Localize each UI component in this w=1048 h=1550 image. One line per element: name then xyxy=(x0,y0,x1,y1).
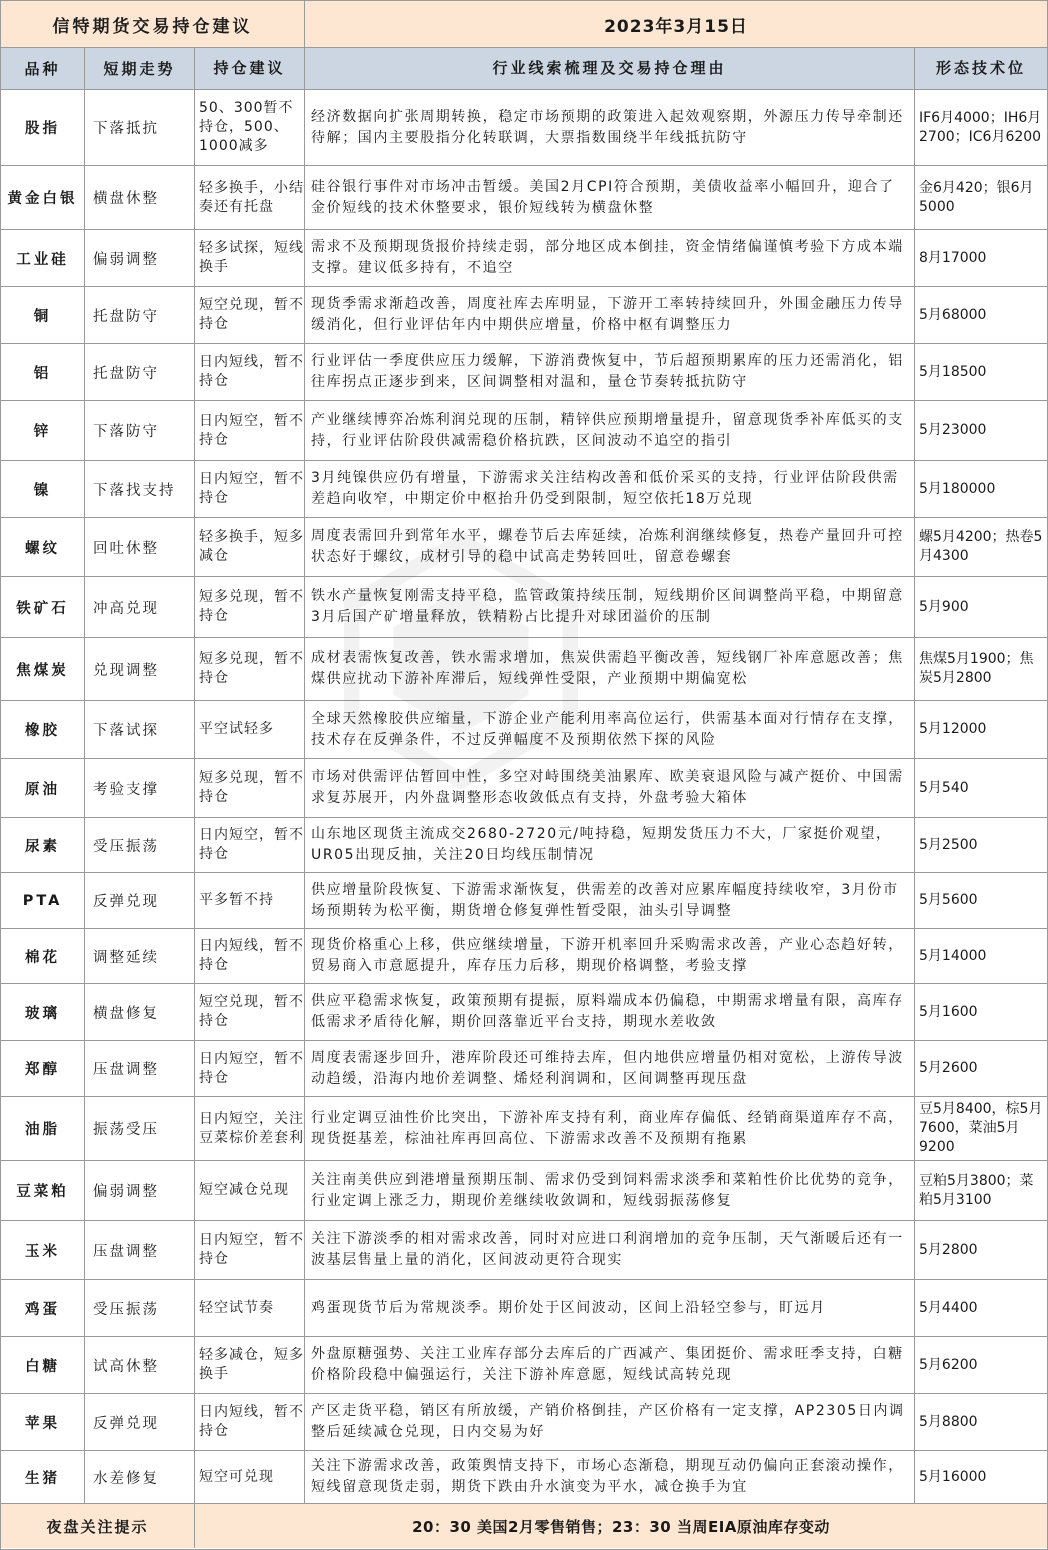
cell-advice: 50、300暂不持仓，500、1000减多 xyxy=(195,90,305,165)
cell-reason: 关注下游淡季的相对需求改善，同时对应进口利润增加的竞争压制，天气渐暖后还有一波基层售量上量的消化，区间波动更符合现实 xyxy=(305,1221,915,1279)
cell-advice: 日内短线，暂不持仓 xyxy=(195,1394,305,1450)
cell-variety: 螺纹 xyxy=(1,518,85,576)
cell-variety: 生猪 xyxy=(1,1451,85,1503)
cell-level: 5月4400 xyxy=(919,1299,978,1316)
cell-trend: 反弹兑现 xyxy=(85,1394,195,1450)
cell-level: 5月5600 xyxy=(919,892,978,908)
cell-trend: 压盘调整 xyxy=(85,1221,195,1279)
cell-trend: 下落试探 xyxy=(85,701,195,758)
cell-reason: 供应增量阶段恢复、下游需求渐恢复，供需差的改善对应累库幅度持续收窄，3月份市场预期转为松平衡，期货增仓修复弹性暂受限，油头引导调整 xyxy=(305,873,915,928)
table-row xyxy=(1,344,1047,401)
table-row xyxy=(1,577,1047,638)
cell-level: 5月540 xyxy=(919,779,969,796)
cell-trend: 受压振荡 xyxy=(85,818,195,872)
table-row xyxy=(1,287,1047,344)
cell-advice: 日内短空，暂不持仓 xyxy=(195,818,305,872)
table-row xyxy=(1,873,1047,929)
cell-level: 5月68000 xyxy=(919,306,987,323)
cell-variety: PTA xyxy=(1,873,85,928)
cell-trend: 冲高兑现 xyxy=(85,577,195,637)
cell-trend: 托盘防守 xyxy=(85,287,195,343)
company-title: 信特期货交易持仓建议 xyxy=(1,1,305,47)
cell-advice: 轻多换手，小结奏还有托盘 xyxy=(195,166,305,229)
cell-reason: 现货季需求渐趋改善，周度社库去库明显，下游开工率转持续回升，外围金融压力传导缓消化，但行业评估年内中期供应增量，价格中枢有调整压力 xyxy=(305,287,915,343)
cell-advice: 短多兑现，暂不持仓 xyxy=(195,638,305,700)
cell-level: 5月18500 xyxy=(919,363,987,380)
cell-variety: 橡胶 xyxy=(1,701,85,758)
cell-advice: 短多兑现，暂不持仓 xyxy=(195,759,305,817)
cell-trend: 振荡受压 xyxy=(85,1097,195,1160)
cell-variety: 尿素 xyxy=(1,818,85,872)
cell-reason: 周度表需回升到常年水平，螺卷节后去库延续，冶炼利润继续修复，热卷产量回升可控状态好于螺纹，成材引导的稳中试高走势转回吐，留意卷螺套 xyxy=(305,518,915,576)
cell-variety: 玉米 xyxy=(1,1221,85,1279)
cell-variety: 股指 xyxy=(1,90,85,165)
cell-variety: 豆菜粕 xyxy=(1,1161,85,1220)
cell-reason: 铁水产量恢复刚需支持平稳，监管政策持续压制，短线期价区间调整尚平稳，中期留意3月后国产矿增量释放，铁精粉占比提升对球团溢价的压制 xyxy=(305,577,915,637)
cell-advice: 日内短空，暂不持仓 xyxy=(195,401,305,460)
cell-variety: 铝 xyxy=(1,344,85,400)
cell-trend: 下落找支持 xyxy=(85,461,195,517)
cell-reason: 成材表需恢复改善，铁水需求增加，焦炭供需趋平衡改善，短线钢厂补库意愿改善；焦煤供应扰动下游补库滞后，短线弹性受限，产业预期中期偏宽松 xyxy=(305,638,915,700)
cell-trend: 兑现调整 xyxy=(85,638,195,700)
cell-advice: 轻多试探，短线换手 xyxy=(195,230,305,286)
cell-advice: 日内短空，暂不持仓 xyxy=(195,461,305,517)
table-row xyxy=(1,638,1047,701)
table-row xyxy=(1,984,1047,1041)
cell-level: 5月2600 xyxy=(919,1060,978,1076)
cell-reason: 经济数据向扩张周期转换，稳定市场预期的政策进入起效观察期，外源压力传导牵制还待解；国内主要股指分化转联调，大票指数围绕半年线抵抗防守 xyxy=(305,90,915,165)
cell-advice: 日内短空，暂不持仓 xyxy=(195,1041,305,1096)
night-session-events: 20：30 美国2月零售销售；23：30 当周EIA原油库存变动 xyxy=(412,1517,830,1536)
cell-level: 金6月420；银6月5000 xyxy=(919,179,1034,215)
cell-variety: 铁矿石 xyxy=(1,577,85,637)
cell-advice: 日内短线，暂不持仓 xyxy=(195,929,305,983)
cell-level: 豆粕5月3800；菜粕5月3100 xyxy=(919,1172,1034,1208)
table-row xyxy=(1,401,1047,461)
cell-reason: 市场对供需评估暂回中性，多空对峙围绕美油累库、欧美衰退风险与减产挺价、中国需求复苏展开，内外盘调整形态收敛低点有支持，外盘考验大箱体 xyxy=(305,759,915,817)
cell-trend: 调整延续 xyxy=(85,929,195,983)
cell-variety: 鸡蛋 xyxy=(1,1280,85,1336)
cell-level: 5月6200 xyxy=(919,1356,978,1373)
cell-level: 5月16000 xyxy=(919,1468,987,1485)
cell-trend: 下落防守 xyxy=(85,401,195,460)
cell-reason: 需求不及预期现货报价持续走弱，部分地区成本倒挂，资金情绪偏谨慎考验下方成本端支撑。建议低多持有，不追空 xyxy=(305,230,915,286)
col-header-advice: 持仓建议 xyxy=(195,48,305,89)
cell-trend: 回吐休整 xyxy=(85,518,195,576)
cell-level: 5月900 xyxy=(919,598,969,615)
night-session-label: 夜盘关注提示 xyxy=(1,1504,195,1548)
cell-reason: 行业定调豆油性价比突出，下游补库支持有利，商业库存偏低、经销商渠道库存不高，现货挺基差，棕油社库再回高位、下游需求改善不及预期有拖累 xyxy=(305,1097,915,1160)
col-header-level: 形态技术位 xyxy=(935,59,1026,77)
cell-level: 螺5月4200；热卷5月4300 xyxy=(919,529,1043,564)
cell-trend: 试高休整 xyxy=(85,1337,195,1393)
cell-advice: 短空减仓兑现 xyxy=(195,1161,305,1220)
table-row xyxy=(1,1394,1047,1451)
cell-advice: 日内短空，暂不持仓 xyxy=(195,1221,305,1279)
table-row xyxy=(1,461,1047,518)
cell-reason: 关注下游需求改善，政策舆情支持下，市场心态渐稳，期现互动仍偏向正套滚动操作，短线留意现货走弱，期货下跌由升水演变为平水，减仓换手为宜 xyxy=(305,1451,915,1503)
table-row xyxy=(1,701,1047,759)
col-header-reason: 行业线索梳理及交易持仓理由 xyxy=(305,48,915,89)
cell-variety: 工业硅 xyxy=(1,230,85,286)
cell-level: 8月17000 xyxy=(919,249,987,266)
cell-trend: 反弹兑现 xyxy=(85,873,195,928)
cell-advice: 轻多换手，短多减仓 xyxy=(195,518,305,576)
cell-level: 5月2500 xyxy=(919,836,978,853)
cell-level: 豆5月8400，棕5月7600，菜油5月9200 xyxy=(919,1101,1043,1155)
cell-advice: 平多暂不持 xyxy=(195,873,305,928)
cell-variety: 玻璃 xyxy=(1,984,85,1040)
cell-variety: 焦煤炭 xyxy=(1,638,85,700)
cell-trend: 横盘休整 xyxy=(85,166,195,229)
cell-level: IF6月4000；IH6月2700；IC6月6200 xyxy=(919,109,1042,145)
cell-reason: 周度表需逐步回升，港库阶段还可维持去库，但内地供应增量仍相对宽松，上游传导波动趋缓，沿海内地价差调整、烯烃利润调和，区间调整再现压盘 xyxy=(305,1041,915,1096)
cell-variety: 棉花 xyxy=(1,929,85,983)
cell-reason: 产区走货平稳，销区有所放缓，产销价格倒挂，产区价格有一定支撑，AP2305日内调整后延续减仓兑现，日内交易为好 xyxy=(305,1394,915,1450)
col-header-variety: 品种 xyxy=(1,48,85,89)
cell-reason: 关注南美供应到港增量预期压制、需求仍受到饲料需求淡季和菜粕性价比优势的竞争，行业定调上涨乏力，期现价差继续收敛调和，短线弱振荡修复 xyxy=(305,1161,915,1220)
cell-variety: 锌 xyxy=(1,401,85,460)
table-row xyxy=(1,929,1047,984)
column-header-row xyxy=(1,48,1047,90)
title-row xyxy=(1,1,1047,48)
cell-reason: 产业继续博弈冶炼利润兑现的压制，精锌供应预期增量提升，留意现货季补库低买的支持，行业评估阶段供减需稳价格抗跌，区间波动不追空的指引 xyxy=(305,401,915,460)
cell-trend: 横盘修复 xyxy=(85,984,195,1040)
cell-variety: 白糖 xyxy=(1,1337,85,1393)
cell-reason: 3月纯镍供应仍有增量，下游需求关注结构改善和低价采买的支持，行业评估阶段供需差趋向收窄，中期定价中枢抬升仍受到限制，短空依托18万兑现 xyxy=(305,461,915,517)
cell-trend: 偏弱调整 xyxy=(85,1161,195,1220)
col-header-trend: 短期走势 xyxy=(85,48,195,89)
cell-advice: 轻空试节奏 xyxy=(195,1280,305,1336)
cell-variety: 镍 xyxy=(1,461,85,517)
table-row xyxy=(1,759,1047,818)
cell-trend: 受压振荡 xyxy=(85,1280,195,1336)
cell-variety: 黄金白银 xyxy=(1,166,85,229)
cell-reason: 鸡蛋现货节后为常规淡季。期价处于区间波动，区间上沿轻空参与，盯远月 xyxy=(305,1280,915,1336)
cell-advice: 平空试轻多 xyxy=(195,701,305,758)
table-row xyxy=(1,1097,1047,1161)
table-row xyxy=(1,1161,1047,1221)
cell-level: 5月14000 xyxy=(919,947,987,964)
cell-level: 5月12000 xyxy=(919,721,987,737)
table-row xyxy=(1,518,1047,577)
table-row xyxy=(1,90,1047,166)
cell-level: 5月180000 xyxy=(919,480,996,497)
cell-trend: 压盘调整 xyxy=(85,1041,195,1096)
cell-reason: 硅谷银行事件对市场冲击暂缓。美国2月CPI符合预期，美债收益率小幅回升，迎合了金价短线的技术休整要求，银价短线转为横盘休整 xyxy=(305,166,915,229)
table-row xyxy=(1,1221,1047,1280)
table-row xyxy=(1,1041,1047,1097)
cell-trend: 下落抵抗 xyxy=(85,90,195,165)
cell-level: 5月1600 xyxy=(919,1003,978,1020)
cell-trend: 托盘防守 xyxy=(85,344,195,400)
cell-level: 焦煤5月1900；焦炭5月2800 xyxy=(919,651,1034,686)
cell-trend: 水差修复 xyxy=(85,1451,195,1503)
cell-advice: 短空兑现，暂不持仓 xyxy=(195,984,305,1040)
cell-advice: 日内短空，关注豆菜棕价差套利 xyxy=(195,1097,305,1160)
night-session-row xyxy=(1,1504,1047,1548)
cell-advice: 短空可兑现 xyxy=(195,1451,305,1503)
cell-variety: 铜 xyxy=(1,287,85,343)
cell-level: 5月23000 xyxy=(919,422,987,438)
cell-advice: 短空兑现，暂不持仓 xyxy=(195,287,305,343)
cell-variety: 苹果 xyxy=(1,1394,85,1450)
cell-reason: 行业评估一季度供应压力缓解，下游消费恢复中，节后超预期累库的压力还需消化，铝往库拐点正逐步到来，区间调整相对温和，量仓节奏转抵抗防守 xyxy=(305,344,915,400)
cell-reason: 外盘原糖强势、关注工业库存部分去库后的广西减产、集团挺价、需求旺季支持，白糖价格阶段稳中偏强运行，关注下游补库意愿，短线试高转兑现 xyxy=(305,1337,915,1393)
table-row xyxy=(1,230,1047,287)
table-row xyxy=(1,1280,1047,1337)
table-row xyxy=(1,166,1047,230)
cell-reason: 现货价格重心上移，供应继续增量，下游开机率回升采购需求改善，产业心态趋好转，贸易商入市意愿提升，库存压力后移，期现价格调整，考验支撑 xyxy=(305,929,915,983)
cell-reason: 供应平稳需求恢复，政策预期有提振，原料端成本仍偏稳，中期需求增量有限，高库存低需求矛盾待化解，期价回落靠近平台支持，期现水差收敛 xyxy=(305,984,915,1040)
cell-reason: 山东地区现货主流成交2680-2720元/吨持稳，短期发货压力不大，厂家挺价观望，UR05出现反抽，关注20日均线压制情况 xyxy=(305,818,915,872)
cell-variety: 郑醇 xyxy=(1,1041,85,1096)
cell-trend: 考验支撑 xyxy=(85,759,195,817)
cell-trend: 偏弱调整 xyxy=(85,230,195,286)
cell-advice: 短多兑现，暂不持仓 xyxy=(195,577,305,637)
table-row xyxy=(1,1337,1047,1394)
cell-level: 5月8800 xyxy=(919,1413,978,1430)
cell-variety: 原油 xyxy=(1,759,85,817)
cell-reason: 全球天然橡胶供应缩量，下游企业产能利用率高位运行，供需基本面对行情存在支撑，技术存在反弹条件，不过反弹幅度不及预期依然下探的风险 xyxy=(305,701,915,758)
cell-advice: 轻多减仓，短多换手 xyxy=(195,1337,305,1393)
report-date: 2023年3月15日 xyxy=(604,16,748,37)
cell-advice: 日内短线，暂不持仓 xyxy=(195,344,305,400)
cell-variety: 油脂 xyxy=(1,1097,85,1160)
table-row xyxy=(1,818,1047,873)
cell-level: 5月2800 xyxy=(919,1241,978,1258)
table-row xyxy=(1,1451,1047,1504)
